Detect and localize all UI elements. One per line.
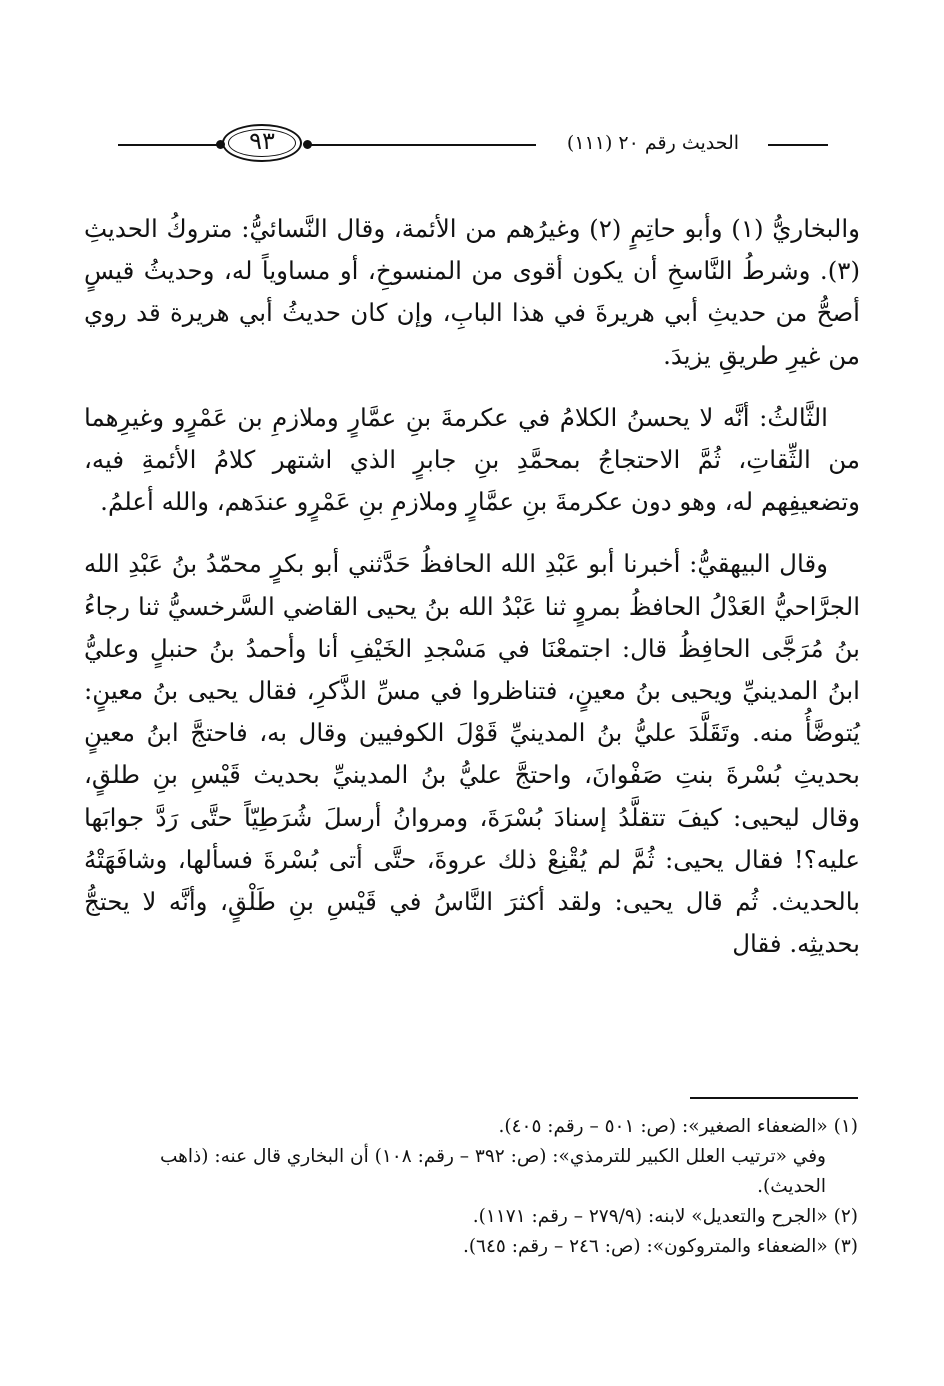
page-header — [118, 118, 828, 170]
footnotes — [100, 1112, 858, 1262]
header-rule-left — [118, 144, 220, 146]
header-rule-right — [768, 144, 828, 146]
footnote-2: (٢) «الجرح والتعديل» لابنه: (٢٧٩/٩ – رقم: ١١٧١). — [472, 1206, 858, 1227]
header-rule-middle — [308, 144, 536, 146]
paragraph: الثَّالثُ: أنَّه لا يحسنُ الكلامُ في عكرمةَ بنِ عمَّارٍ وملازمِ بن عَمْرٍو وغيرِهما من الثِّقاتِ، ثُمَّ الاحتجاجُ بمحمَّدِ بنِ جابرٍ الذي اشتهر كلامُ الأئمةِ فيه، وتضعيفِهم له، وهو دون عكرمةَ بنِ عمَّارٍ وملازمِ بنِ عَمْرٍو عندَهم، والله أعلمُ. — [84, 402, 860, 517]
footnote-1: (١) «الضعفاء الصغير»: (ص: ٥٠١ – رقم: ٤٠٥). — [498, 1116, 858, 1137]
main-text — [84, 208, 860, 985]
running-title: الحديث رقم ٢٠ (١١١) — [566, 132, 740, 154]
footnote-1-continuation: وفي «ترتيب العلل الكبير للترمذي»: (ص: ٣٩٢ – رقم: ١٠٨) أن البخاري قال عنه: (ذاهب الحديث). — [159, 1146, 826, 1197]
paragraph: وقال البيهقيُّ: أخبرنا أبو عَبْدِ الله الحافظُ حَدَّثني أبو بكرٍ محمّدُ بنُ عَبْدِ الله الجرَّاحيُّ العَدْلُ الحافظُ بمروٍ ثنا عَبْدُ الله بنُ يحيى القاضي السَّرخسيُّ ثنا رجاءُ بنُ مُرَجَّى الحافِظُ قال: اجتمعْنَا في مَسْجدِ الخَيْفِ أنا وأحمدُ بنُ حنبلٍ وعليُّ ابنُ المدينيِّ ويحيى بنُ معينٍ، فتناظروا في مسِّ الذَّكرِ، فقال يحيى بنُ معينٍ: يُتوضَّأُ منه. وتَقَلَّدَ عليُّ بنُ المدينيِّ قَوْلَ الكوفيين وقال به، فاحتجَّ ابنُ معينٍ بحديثِ بُسْرةَ بنتِ صَفْوانَ، واحتجَّ عليُّ بنُ المدينيِّ بحديث قَيْسِ بنِ طلقٍ، وقال ليحيى: كيفَ تتقلَّدُ إسنادَ بُسْرَةَ، ومروانُ أرسلَ شُرَطِيّاً حتَّى رَدَّ جوابَها عليه؟! فقال يحيى: ثُمَّ لم يُقْنِعْ ذلك عروةَ، حتَّى أتى بُسْرةَ فسألها، وشافَهَتْهُ بالحديث. ثُم قال يحيى: ولقد أكثرَ النَّاسُ في قَيْسِ بنِ طَلْقٍ، وأنَّه لا يحتجُّ بحديثِه. فقال — [84, 549, 860, 959]
footnote-3: (٣) «الضعفاء والمتروكون»: (ص: ٢٤٦ – رقم: ٦٤٥). — [462, 1236, 858, 1257]
footnote-separator — [690, 1097, 858, 1099]
page-number: ٩٣ — [249, 127, 275, 155]
paragraph: والبخاريُّ (١) وأبو حاتِمٍ (٢) وغيرُهم من الأئمة، وقال النَّسائيُّ: متروكُ الحديثِ (٣). وشرطُ النَّاسخِ أن يكون أقوى من المنسوخِ، أو مساوياً له، وحديثُ قيسٍ أصحُّ من حديثِ أبي هريرةَ في هذا البابِ، وإن كان حديثُ أبي هريرة قد روي من غيرِ طريقِ يزيدَ. — [84, 214, 861, 370]
